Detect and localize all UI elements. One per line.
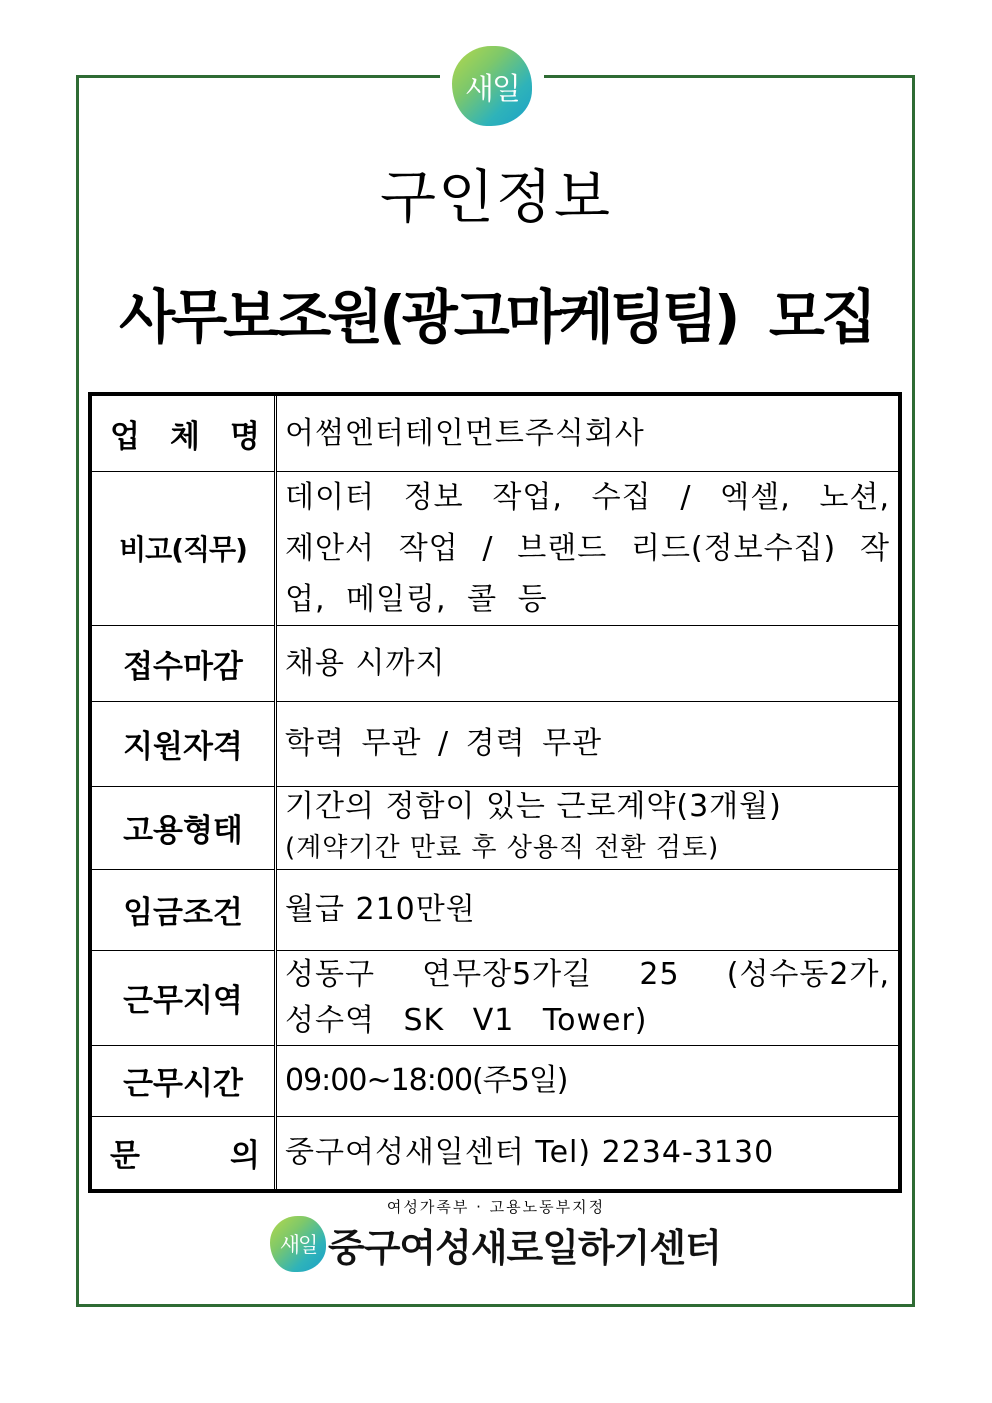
row-label-contact: 문 의 — [90, 1116, 276, 1191]
row-label-salary: 임금조건 — [90, 869, 276, 950]
employment-type-line1: 기간의 정함이 있는 근로계약(3개월) — [285, 788, 782, 824]
table-row — [90, 950, 900, 1045]
footer-org-name: 중구여성새로일하기센터 — [328, 1225, 721, 1270]
page-title: 구인정보 — [379, 163, 613, 231]
employment-type-line2: (계약기간 만료 후 상용직 전환 검토) — [285, 832, 720, 863]
table-row — [90, 394, 900, 471]
row-value-deadline: 채용 시까지 — [276, 625, 901, 701]
table-row — [90, 1045, 900, 1116]
row-label-company: 업 체 명 — [90, 394, 276, 471]
row-value-hours: 09:00~18:00(주5일) — [276, 1045, 901, 1116]
table-row — [90, 786, 900, 869]
footer-org — [270, 1212, 721, 1276]
saeil-logo-icon — [452, 46, 532, 126]
row-value-duty: 데이터 정보 작업, 수집 / 엑셀, 노션, 제안서 작업 / 브랜드 리드(정보수집) 작업, 메일링, 콜 등 — [276, 471, 901, 625]
row-value-qualification: 학력 무관 / 경력 무관 — [276, 701, 901, 786]
job-headline: 사무보조원(광고마케팅팀) 모집 — [119, 283, 873, 351]
footer-designation: 여성가족부 · 고용노동부지정 — [386, 1198, 606, 1216]
footer-logo-text: 새일 — [279, 1233, 317, 1257]
saeil-logo — [440, 42, 544, 130]
table-row — [90, 869, 900, 950]
table-row — [90, 701, 900, 786]
row-label-hours: 근무시간 — [90, 1045, 276, 1116]
saeil-logo-icon — [270, 1216, 326, 1272]
table-row — [90, 625, 900, 701]
row-value-contact: 중구여성새일센터 Tel) 2234-3130 — [276, 1116, 901, 1191]
row-value-employment-type — [276, 786, 901, 869]
job-info-table — [88, 392, 902, 1193]
row-value-company: 어썸엔터테인먼트주식회사 — [276, 394, 901, 471]
row-value-salary: 월급 210만원 — [276, 869, 901, 950]
table-row — [90, 1116, 900, 1191]
table-row — [90, 471, 900, 625]
row-label-qualification: 지원자격 — [90, 701, 276, 786]
row-label-deadline: 접수마감 — [90, 625, 276, 701]
logo-text: 새일 — [465, 72, 519, 107]
row-label-location: 근무지역 — [90, 950, 276, 1045]
row-label-employment-type: 고용형태 — [90, 786, 276, 869]
row-value-location: 성동구 연무장5가길 25 (성수동2가, 성수역 SK V1 Tower) — [276, 950, 901, 1045]
row-label-duty: 비고(직무) — [90, 471, 276, 625]
